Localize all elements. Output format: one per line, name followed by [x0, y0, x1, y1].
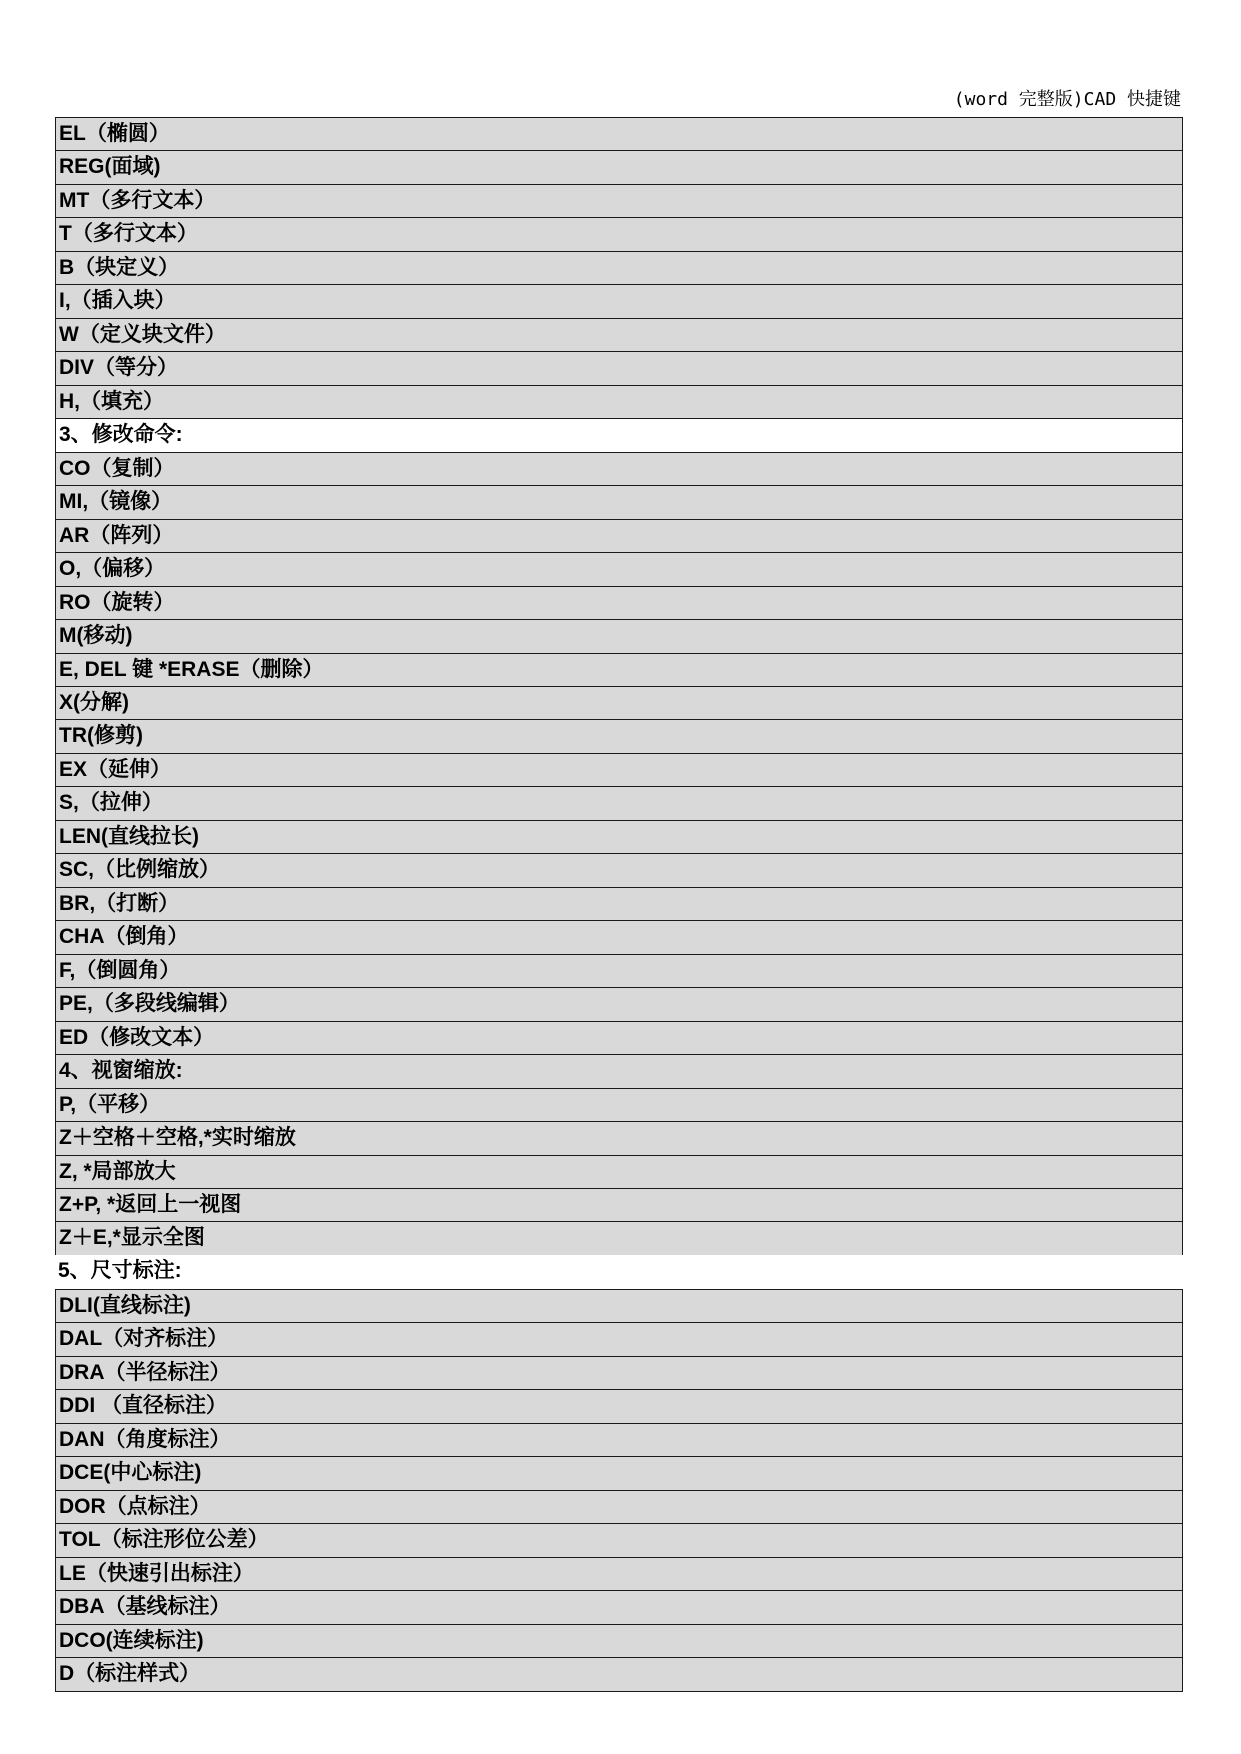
page-header-title: (word 完整版)CAD 快捷键 — [953, 89, 1181, 110]
shortcut-row: CHA（倒角） — [56, 921, 1182, 954]
shortcut-row: P,（平移） — [56, 1089, 1182, 1122]
shortcut-row: T（多行文本） — [56, 218, 1182, 251]
shortcut-row: SC,（比例缩放） — [56, 854, 1182, 887]
shortcut-row: I,（插入块） — [56, 285, 1182, 318]
shortcut-row: MT（多行文本） — [56, 185, 1182, 218]
shortcut-row: S,（拉伸） — [56, 787, 1182, 820]
shortcut-row: DDI （直径标注） — [56, 1390, 1182, 1423]
shortcut-table-2 — [55, 1289, 1183, 1692]
shortcut-row: AR（阵列） — [56, 520, 1182, 553]
shortcut-row: Z, *局部放大 — [56, 1156, 1182, 1189]
shortcut-row: X(分解) — [56, 687, 1182, 720]
shortcut-row: F,（倒圆角） — [56, 955, 1182, 988]
shortcut-row: TR(修剪) — [56, 720, 1182, 753]
shortcut-row: DLI(直线标注) — [56, 1290, 1182, 1323]
shortcut-row: RO（旋转） — [56, 587, 1182, 620]
shortcut-row: TOL（标注形位公差） — [56, 1524, 1182, 1557]
shortcut-row: Z＋E,*显示全图 — [56, 1222, 1182, 1255]
shortcut-row: LE（快速引出标注） — [56, 1558, 1182, 1591]
shortcut-row: EL（椭圆） — [56, 118, 1182, 151]
shortcut-row: DIV（等分） — [56, 352, 1182, 385]
shortcut-row: DCE(中心标注) — [56, 1457, 1182, 1490]
shortcut-row: D（标注样式） — [56, 1658, 1182, 1691]
shortcut-row: DAN（角度标注） — [56, 1424, 1182, 1457]
shortcut-table-1 — [55, 117, 1183, 1256]
shortcut-row: E, DEL 键 *ERASE（删除） — [56, 654, 1182, 687]
section-heading: 5、尺寸标注: — [55, 1255, 1183, 1288]
shortcut-row: M(移动) — [56, 620, 1182, 653]
shortcut-row: B（块定义） — [56, 252, 1182, 285]
shortcut-row: H,（填充） — [56, 386, 1182, 419]
shortcut-row: DAL（对齐标注） — [56, 1323, 1182, 1356]
shortcut-row: CO（复制） — [56, 453, 1182, 486]
shortcut-row: DBA（基线标注） — [56, 1591, 1182, 1624]
shortcut-row: Z+P, *返回上一视图 — [56, 1189, 1182, 1222]
section-heading: 3、修改命令: — [56, 419, 1182, 452]
shortcut-row: ED（修改文本） — [56, 1022, 1182, 1055]
shortcut-row: W（定义块文件） — [56, 319, 1182, 352]
shortcut-row: EX（延伸） — [56, 754, 1182, 787]
shortcut-row: DCO(连续标注) — [56, 1625, 1182, 1658]
shortcut-row: REG(面域) — [56, 151, 1182, 184]
section-heading-block — [55, 1255, 1183, 1288]
shortcut-row: LEN(直线拉长) — [56, 821, 1182, 854]
shortcut-row: DOR（点标注） — [56, 1491, 1182, 1524]
section-heading: 4、视窗缩放: — [56, 1055, 1182, 1088]
shortcut-row: BR,（打断） — [56, 888, 1182, 921]
shortcut-row: MI,（镜像） — [56, 486, 1182, 519]
shortcut-row: PE,（多段线编辑） — [56, 988, 1182, 1021]
shortcut-row: Z＋空格＋空格,*实时缩放 — [56, 1122, 1182, 1155]
shortcut-row: O,（偏移） — [56, 553, 1182, 586]
shortcut-row: DRA（半径标注） — [56, 1357, 1182, 1390]
